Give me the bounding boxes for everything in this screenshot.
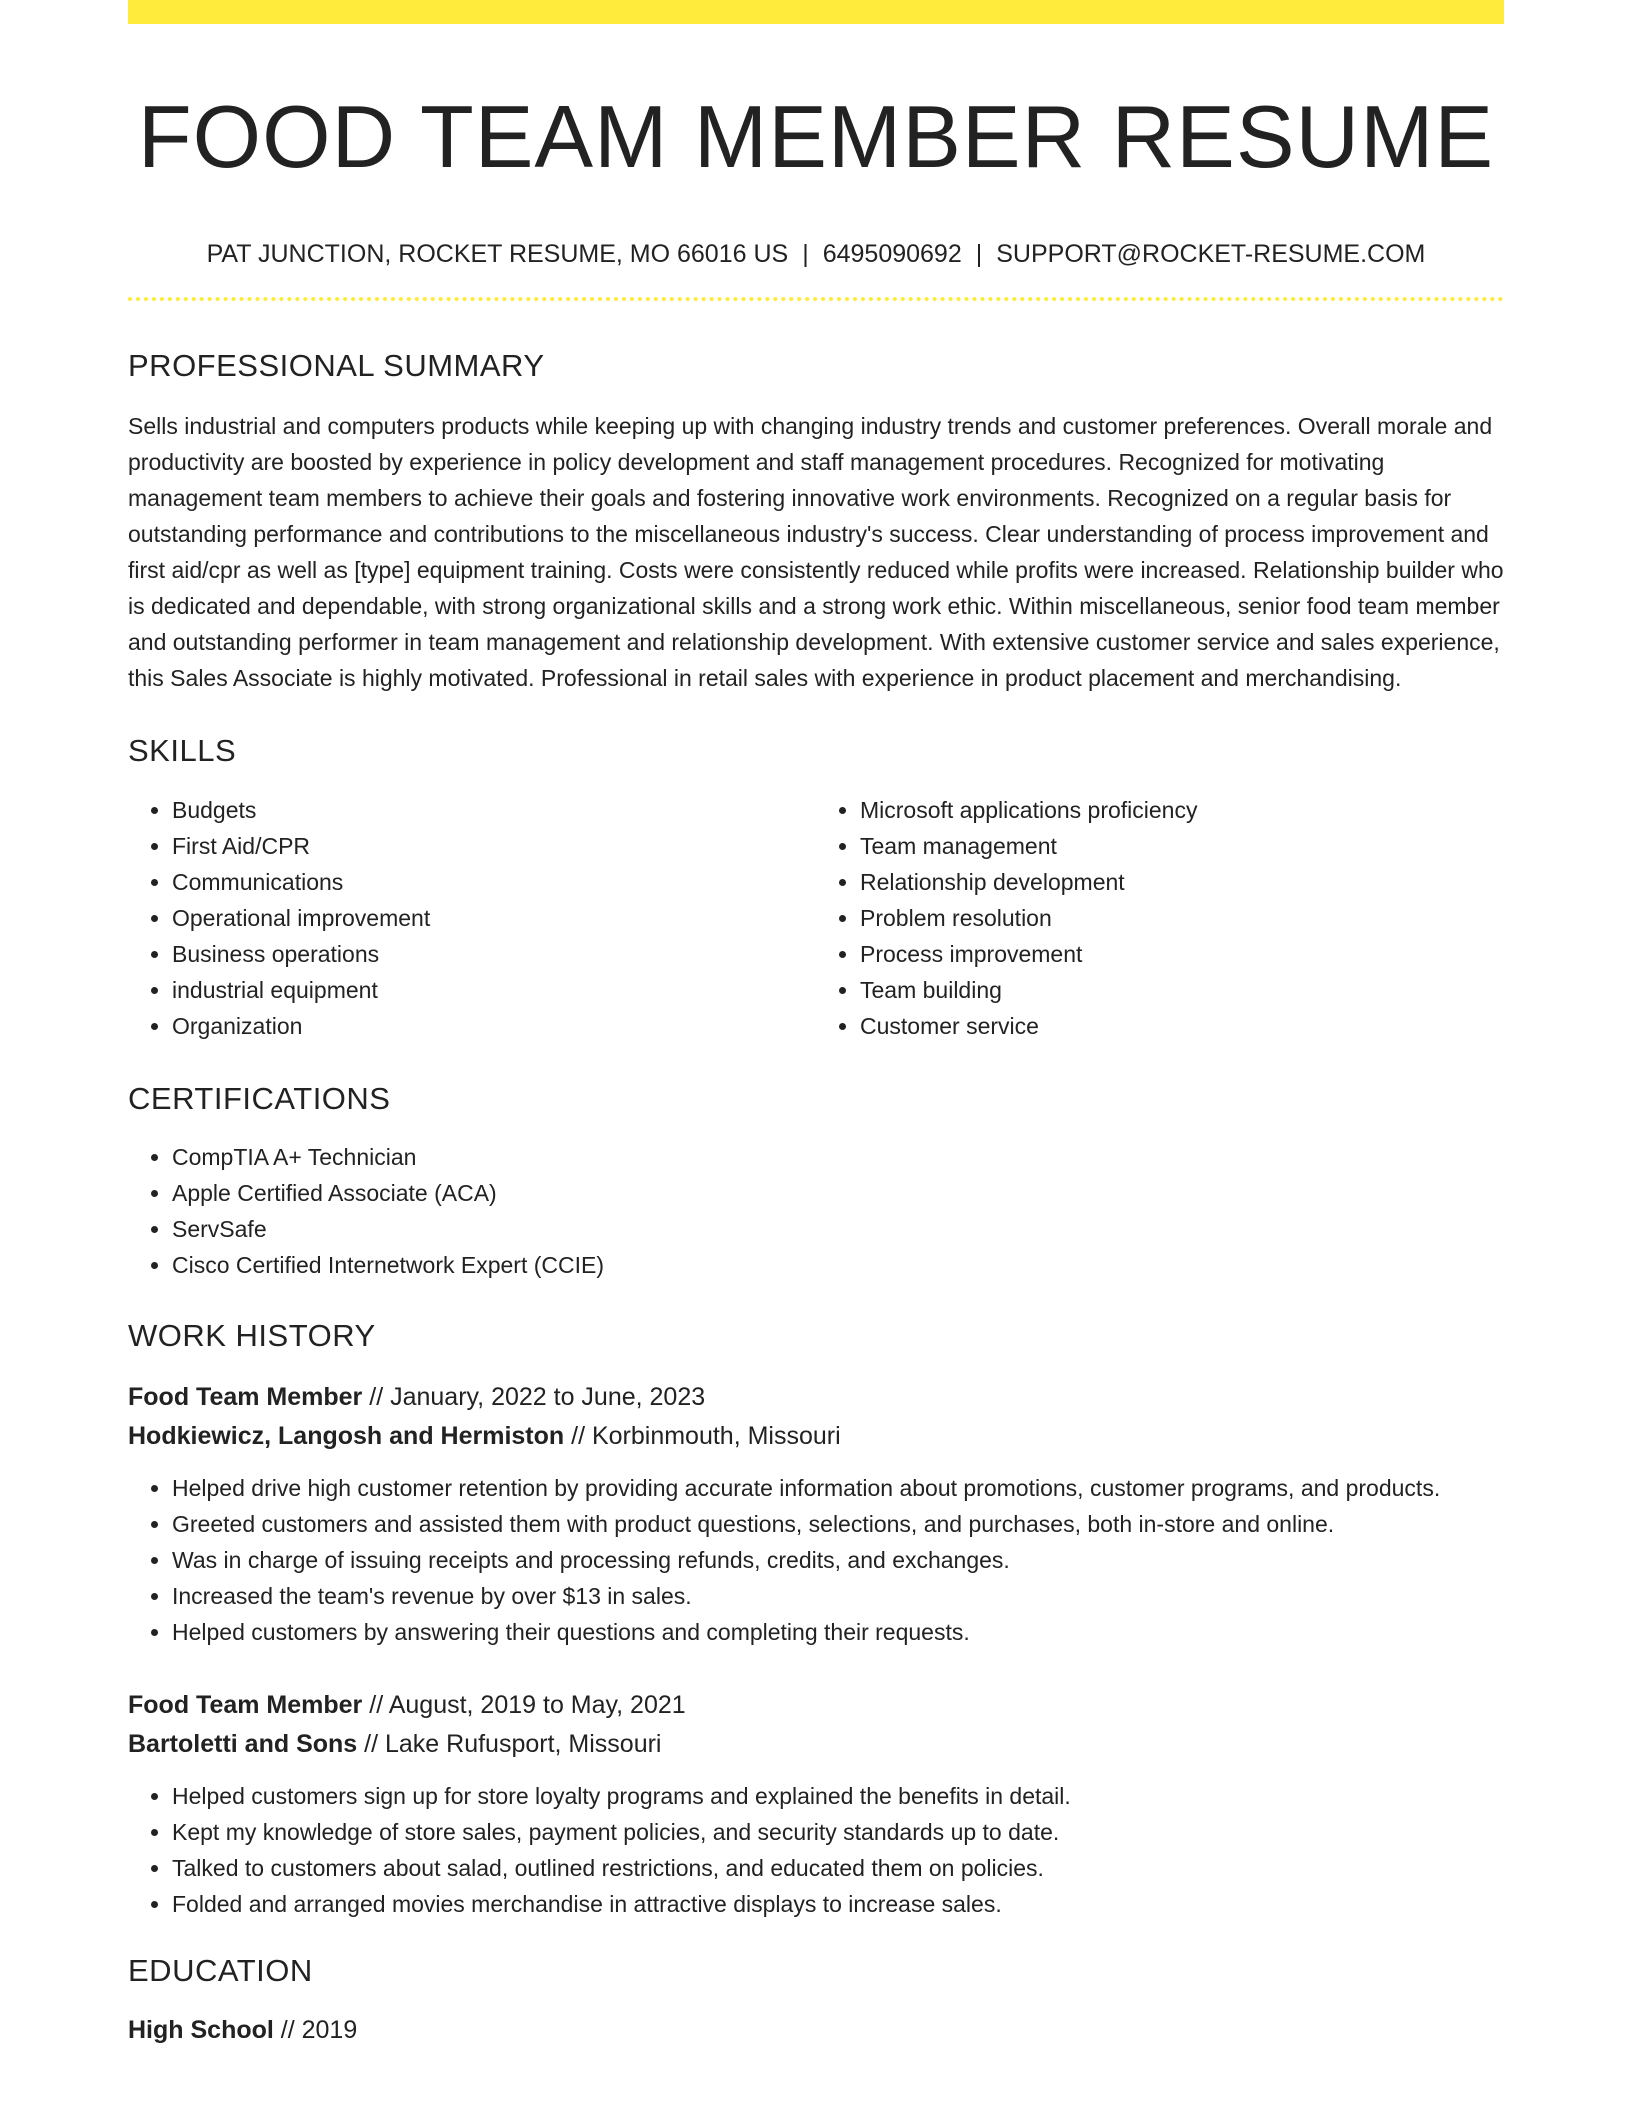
skill-item: • Operational improvement (172, 900, 816, 936)
job-duty: • Helped customers by answering their questions and completing their requests. (172, 1614, 1504, 1650)
job-duty: • Helped drive high customer retention by providing accurate information about promotions, customer programs, and products. (172, 1470, 1504, 1506)
skills-column-right (816, 792, 1504, 1044)
skill-item: • Team building (860, 972, 1504, 1008)
certification-item: • ServSafe (172, 1211, 1504, 1247)
resume-title: FOOD TEAM MEMBER RESUME (137, 87, 1495, 186)
job-duty: • Increased the team's revenue by over $13 in sales. (172, 1578, 1504, 1614)
job-title: Food Team Member (128, 1382, 363, 1411)
job-duty: • Kept my knowledge of store sales, payment policies, and security standards up to date. (172, 1814, 1504, 1850)
job-company-line (128, 1417, 1504, 1456)
summary-text: Sells industrial and computers products while keeping up with changing industry trends and customer preferences. Overall morale and productivity are boosted by experience in policy development and staff management procedures. Recognized for motivating management team members to achieve their goals and fostering innovative work environments. Recognized on a regular basis for outstanding performance and contributions to the miscellaneous industry's success. Clear understanding of process improvement and first aid/cpr as well as [type] equipment training. Costs were consistently reduced while profits were increased. Relationship builder who is dedicated and dependable, with strong organizational skills and a strong work ethic. Within miscellaneous, senior food team member and outstanding performer in team management and relationship development. With extensive customer service and sales experience, this Sales Associate is highly motivated. Professional in retail sales with experience in product placement and merchandising. (128, 413, 1504, 692)
job-company-line (128, 1725, 1504, 1764)
skill-item: • First Aid/CPR (172, 828, 816, 864)
skills-list (128, 792, 1504, 1044)
job-entry (128, 1686, 1504, 1922)
skill-item: • Budgets (172, 792, 816, 828)
contact-email: SUPPORT@ROCKET-RESUME.COM (996, 240, 1426, 269)
certification-item: • Cisco Certified Internetwork Expert (CCIE) (172, 1247, 1504, 1283)
job-company: Bartoletti and Sons (128, 1729, 358, 1758)
job-dates: // January, 2022 to June, 2023 (369, 1382, 706, 1411)
contact-line (128, 239, 1504, 269)
job-duties-list (128, 1778, 1504, 1922)
job-entry (128, 1378, 1504, 1650)
job-duty: • Talked to customers about salad, outlined restrictions, and educated them on policies. (172, 1850, 1504, 1886)
job-duty: • Helped customers sign up for store loyalty programs and explained the benefits in detail. (172, 1778, 1504, 1814)
job-duty: • Was in charge of issuing receipts and processing refunds, credits, and exchanges. (172, 1542, 1504, 1578)
skill-item: • Communications (172, 864, 816, 900)
job-title-line (128, 1686, 1504, 1725)
skill-item: • Customer service (860, 1008, 1504, 1044)
top-accent-bar (128, 0, 1504, 24)
job-title: Food Team Member (128, 1690, 363, 1719)
job-location: // Lake Rufusport, Missouri (364, 1729, 662, 1758)
job-company: Hodkiewicz, Langosh and Hermiston (128, 1421, 565, 1450)
certification-item: • CompTIA A+ Technician (172, 1139, 1504, 1175)
dotted-divider (128, 297, 1504, 301)
certification-item: • Apple Certified Associate (ACA) (172, 1175, 1504, 1211)
skills-column-left (128, 792, 816, 1044)
job-title-line (128, 1378, 1504, 1417)
job-location: // Korbinmouth, Missouri (571, 1421, 841, 1450)
job-duty: • Greeted customers and assisted them with product questions, selections, and purchases, both in-store and online. (172, 1506, 1504, 1542)
contact-separator: | (802, 240, 809, 269)
skill-item: • Business operations (172, 936, 816, 972)
contact-address: PAT JUNCTION, ROCKET RESUME, MO 66016 US (206, 240, 789, 269)
education-year: // 2019 (280, 2016, 358, 2045)
skill-item: • Organization (172, 1008, 816, 1044)
job-duty: • Folded and arranged movies merchandise in attractive displays to increase sales. (172, 1886, 1504, 1922)
skill-item: • Microsoft applications proficiency (860, 792, 1504, 828)
education-entry (128, 2011, 1504, 2050)
certifications-heading: CERTIFICATIONS (128, 1080, 391, 1116)
education-degree: High School (128, 2016, 274, 2045)
contact-separator: | (975, 240, 983, 269)
job-dates: // August, 2019 to May, 2021 (369, 1690, 686, 1719)
skill-item: • industrial equipment (172, 972, 816, 1008)
contact-phone: 6495090692 (822, 240, 962, 269)
skills-heading: SKILLS (128, 733, 237, 769)
skill-item: • Process improvement (860, 936, 1504, 972)
education-heading: EDUCATION (128, 1952, 313, 1988)
job-duties-list (128, 1470, 1504, 1650)
work-history-heading: WORK HISTORY (128, 1317, 376, 1353)
summary-heading: PROFESSIONAL SUMMARY (128, 348, 545, 384)
skill-item: • Problem resolution (860, 900, 1504, 936)
resume-page (128, 0, 1504, 2050)
certifications-list (128, 1139, 1504, 1283)
skill-item: • Team management (860, 828, 1504, 864)
skill-item: • Relationship development (860, 864, 1504, 900)
